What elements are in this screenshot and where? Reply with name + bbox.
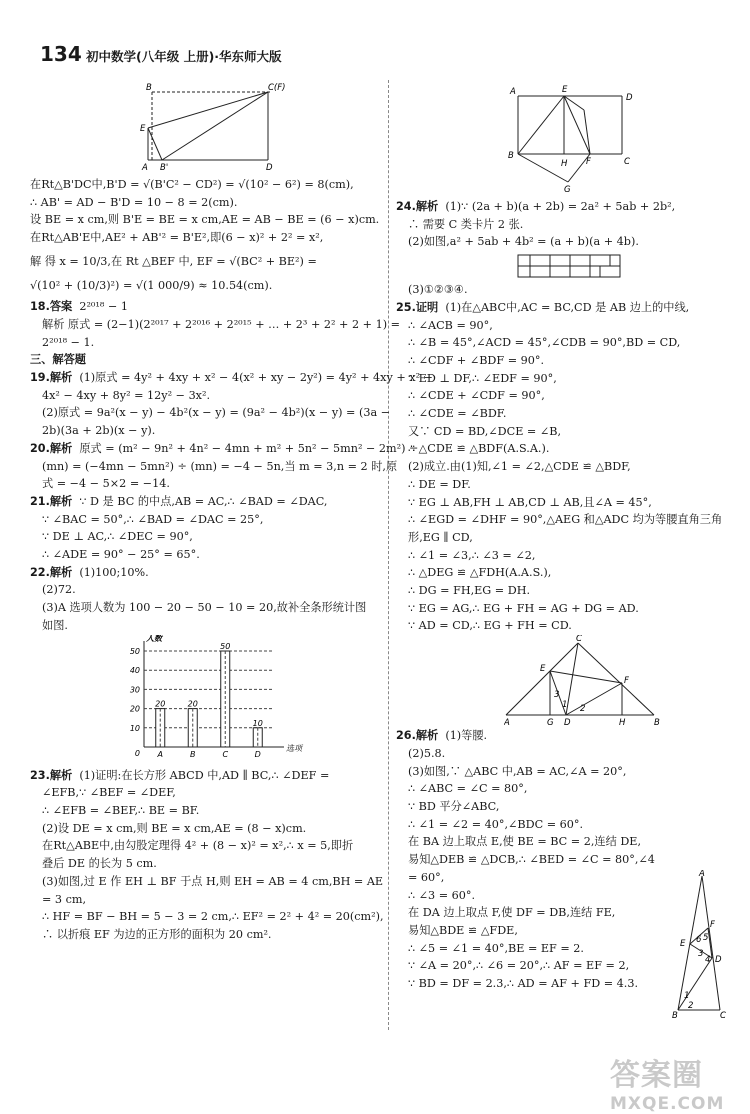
- text-line: 4x² − 4xy + 8y² = 12y² − 3x².: [42, 388, 211, 402]
- iso-angle-5: 5: [703, 933, 709, 943]
- q26-label: 26.解析: [396, 729, 439, 743]
- tri-label-H: H: [619, 718, 626, 728]
- bar-value-label: 50: [220, 641, 231, 651]
- book-title: 初中数学(八年级 上册)·华东师大版: [86, 49, 282, 64]
- bar-value-label: 20: [155, 699, 166, 709]
- y-tick-label: 50: [129, 646, 140, 656]
- text-line: ∵ BD 平分∠ABC,: [408, 799, 500, 813]
- fig1-label-B: B: [146, 83, 152, 93]
- iso-label-F: F: [710, 920, 715, 930]
- text-line: ∵ AD = CD,∴ EG + FH = CD.: [408, 619, 572, 633]
- text-line: (1)在△ABC中,AC = BC,CD 是 AB 边上的中线,: [445, 300, 690, 314]
- text-line: 又∵ CD = BD,∠DCE = ∠B,: [408, 424, 562, 438]
- bar-value-label: 20: [187, 699, 198, 709]
- text-line: ∴ ∠5 = ∠1 = 40°,BE = EF = 2.: [408, 941, 584, 955]
- text-line: 在Rt△B'DC中,B'D = √(B'C² − CD²) = √(10² − 6²) = 8(cm),: [30, 178, 354, 191]
- text-line: ∴ ∠1 = ∠3,∴ ∠3 = ∠2,: [408, 548, 536, 562]
- right-column: [396, 80, 736, 993]
- y-tick-label: 20: [129, 704, 140, 714]
- triangle-figure: [504, 635, 750, 727]
- q19-label: 19.解析: [30, 371, 73, 385]
- x-tick-label: D: [254, 749, 261, 759]
- text-line: (1)等腰.: [445, 729, 488, 743]
- tri-label-C: C: [576, 635, 582, 645]
- iso-angle-3: 3: [698, 949, 704, 959]
- tri-angle-2: 2: [580, 704, 586, 715]
- text-line: 解析 原式 = (2−1)(2²⁰¹⁷ + 2²⁰¹⁶ + 2²⁰¹⁵ + … + 2³ + 2² + 2 + 1) =: [42, 317, 400, 331]
- fold-label-A: A: [510, 87, 516, 97]
- text-line: ∴ ∠CDF + ∠BDF = 90°.: [408, 353, 545, 367]
- x-tick-label: C: [222, 749, 229, 759]
- text-line: ∴ 需要 C 类卡片 2 张.: [408, 217, 524, 231]
- text-line: ∴ DG = FH,EG = DH.: [408, 584, 531, 598]
- text-line: 在 BA 边上取点 E,使 BE = BC = 2,连结 DE,: [408, 835, 642, 849]
- text-line: = 60°,: [408, 870, 445, 884]
- text-line: 式 = −4 − 5×2 = −14.: [42, 477, 170, 491]
- tri-label-A: A: [504, 718, 510, 728]
- text-line: (1)100;10%.: [79, 565, 149, 579]
- watermark-line1: 答案圈: [610, 1058, 703, 1093]
- text-line: ∴ AB' = AD − B'D = 10 − 8 = 2(cm).: [30, 195, 238, 209]
- text-line: ∴ 以折痕 EF 为边的正方形的面积为 20 cm².: [42, 927, 272, 941]
- text-line: ∴ ∠ACB = 90°,: [408, 318, 493, 332]
- text-line: ∵ D 是 BC 的中点,AB = AC,∴ ∠BAD = ∠DAC,: [79, 494, 328, 508]
- q25-label: 25.证明: [396, 300, 439, 314]
- watermark-line2: MXQE.COM: [610, 1094, 725, 1114]
- q23-label: 23.解析: [30, 768, 73, 782]
- tri-label-B: B: [654, 718, 660, 728]
- text-line: (2)设 DE = x cm,则 BE = x cm,AE = (8 − x)cm.: [42, 821, 307, 835]
- text-line: (3)A 选项人数为 100 − 20 − 50 − 10 = 20,故补全条形统计图: [42, 601, 367, 615]
- text-line: ∴ ∠CDE + ∠CDF = 90°,: [408, 389, 545, 403]
- iso-label-A: A: [699, 870, 705, 879]
- text-line: ∴ ∠B = 45°,∠ACD = 45°,∠CDB = 90°,BD = CD,: [408, 336, 681, 350]
- text-line: 设 BE = x cm,则 B'E = BE = x cm,AE = AB − BE = (6 − x)cm.: [30, 213, 380, 227]
- iso-label-E: E: [680, 939, 686, 949]
- fold-label-G: G: [564, 185, 571, 195]
- section-heading: 三、解答题: [30, 353, 86, 367]
- iso-label-D: D: [715, 955, 722, 965]
- fold-figure: [506, 80, 750, 198]
- text-line: ∴ ∠EGD = ∠DHF = 90°,△AEG 和△ADC 均为等腰直角三角: [408, 513, 723, 527]
- text-line: ∴ ∠CDE = ∠BDF.: [408, 407, 507, 421]
- y-tick-label: 30: [129, 684, 140, 694]
- watermark: [610, 1050, 724, 1114]
- fold-label-F: F: [586, 157, 591, 167]
- fig1-label-E: E: [140, 124, 146, 134]
- text-line: 如图.: [42, 618, 68, 632]
- tri-label-G: G: [547, 718, 554, 728]
- text-line: 易知△BDE ≌ △FDE,: [408, 923, 518, 937]
- q21-label: 21.解析: [30, 494, 73, 508]
- text-line: ∵ ∠BAC = 50°,∴ ∠BAD = ∠DAC = 25°,: [42, 512, 264, 526]
- tri-label-F: F: [624, 676, 629, 687]
- tri-angle-1: 1: [562, 700, 568, 711]
- text-line: ∴ ∠1 = ∠2 = 40°,∠BDC = 60°.: [408, 817, 584, 831]
- x-tick-label: B: [190, 749, 196, 759]
- text-line: ∠EFB,∵ ∠BEF = ∠DEF,: [42, 786, 176, 800]
- text-line: 在 DA 边上取点 F,使 DF = DB,连结 FE,: [408, 906, 616, 920]
- text-line: (1)原式 = 4y² + 4xy + x² − 4(x² + xy − 2y²) = 4y² + 4xy + x² −: [79, 371, 433, 385]
- bar-value-label: 10: [252, 718, 263, 728]
- column-divider: [388, 80, 389, 1030]
- fold-label-B: B: [508, 151, 514, 161]
- text-line: ∴ △CDE ≌ △BDF(A.S.A.).: [408, 442, 550, 456]
- origin-label: 0: [134, 748, 140, 758]
- text-line: 在Rt△AB'E中,AE² + AB'² = B'E²,即(6 − x)² + 2² = x²,: [30, 231, 324, 245]
- iso-angle-2: 2: [688, 1001, 694, 1011]
- x-tick-label: A: [157, 749, 163, 759]
- text-line: (2)成立.由(1)知,∠1 = ∠2,△CDE ≌ △BDF,: [408, 460, 631, 474]
- tri-label-D: D: [564, 718, 571, 728]
- iso-label-B: B: [672, 1011, 678, 1020]
- text-line: (2)如图,a² + 5ab + 4b² = (a + b)(a + 4b).: [408, 235, 639, 249]
- text-line: (2)5.8.: [408, 746, 446, 760]
- q22-label: 22.解析: [30, 565, 73, 579]
- fig1-label-A: A: [142, 163, 148, 173]
- text-line: ∴ △DEG ≌ △FDH(A.A.S.),: [408, 566, 552, 580]
- fig1-label-Bp: B': [160, 163, 169, 173]
- fold-label-E: E: [562, 85, 568, 95]
- tri-label-E: E: [540, 664, 546, 675]
- text-line: √(10² + (10/3)²) = √(1 000/9) ≈ 10.54(cm).: [30, 278, 273, 292]
- text-line: 原式 = (m² − 9n² + 4n² − 4mn + m² + 5n² − 5mn² − 2m²) ÷: [79, 441, 419, 455]
- text-line: ∵ EG = AG,∴ EG + FH = AG + DG = AD.: [408, 601, 639, 615]
- x-axis-title: 选项: [286, 743, 302, 753]
- text-line: 易知△DEB ≌ △DCB,∴ ∠BED = ∠C = 80°,∠4: [408, 853, 655, 867]
- text-line: ∴ ∠ADE = 90° − 25° = 65°.: [42, 548, 200, 562]
- fold-label-C: C: [624, 157, 630, 167]
- text-line: ∵ ∠A = 20°,∴ ∠6 = 20°,∴ AF = EF = 2,: [408, 959, 630, 973]
- text-line: ∵ BD = DF = 2.3,∴ AD = AF + FD = 4.3.: [408, 977, 639, 991]
- text-line: 叠后 DE 的长为 5 cm.: [42, 857, 157, 871]
- q18-answer: 2²⁰¹⁸ − 1: [79, 300, 128, 314]
- fig1-label-D: D: [266, 163, 273, 173]
- iso-angle-1: 1: [684, 991, 690, 1001]
- y-tick-label: 10: [129, 723, 140, 733]
- page-header: [40, 40, 720, 70]
- y-tick-label: 40: [129, 665, 140, 675]
- text-line: ∵ EG ⊥ AB,FH ⊥ AB,CD ⊥ AB,且∠A = 45°,: [408, 495, 652, 509]
- fig1-label-CF: C(F): [268, 83, 286, 93]
- text-line: ∴ HF = BF − BH = 5 − 3 = 2 cm,∴ EF² = 2² + 4² = 20(cm²),: [42, 910, 384, 924]
- text-line: 2²⁰¹⁸ − 1.: [42, 335, 95, 349]
- text-line: 形,EG ∥ CD,: [408, 530, 473, 544]
- text-line: (3)如图,过 E 作 EH ⊥ BF 于点 H,则 EH = AB = 4 cm,BH = AE: [42, 874, 384, 888]
- iso-angle-4: 4: [705, 955, 711, 965]
- text-line: 解 得 x = 10/3,在 Rt △BEF 中, EF = √(BC² + BE²) =: [30, 254, 317, 268]
- text-line: (3)如图,∵ △ABC 中,AB = AC,∠A = 20°,: [408, 764, 627, 778]
- fold-label-H: H: [561, 159, 568, 169]
- text-line: ∴ DE = DF.: [408, 477, 471, 491]
- text-line: ∴ ∠ABC = ∠C = 80°,: [408, 782, 528, 796]
- text-line: 2b)(3a + 2b)(x − y).: [42, 424, 156, 438]
- text-line: ∵ ED ⊥ DF,∴ ∠EDF = 90°,: [408, 371, 557, 385]
- text-line: (mn) = (−4mn − 5mn²) ÷ (mn) = −4 − 5n,当 m = 3,n = 2 时,原: [42, 459, 398, 473]
- text-line: (1)∵ (2a + b)(a + 2b) = 2a² + 5ab + 2b²,: [445, 200, 676, 213]
- fold-label-D: D: [626, 93, 633, 103]
- text-line: 在Rt△ABE中,由勾股定理得 4² + (8 − x)² = x²,∴ x = 5,即折: [42, 839, 354, 853]
- page-number: 134: [40, 42, 82, 66]
- text-line: (1)证明:在长方形 ABCD 中,AD ∥ BC,∴ ∠DEF =: [79, 768, 330, 782]
- text-line: (3)①②③④.: [408, 283, 468, 297]
- iso-angle-6: 6: [696, 935, 702, 945]
- tri-angle-3: 3: [554, 690, 560, 701]
- text-line: ∵ DE ⊥ AC,∴ ∠DEC = 90°,: [42, 530, 193, 544]
- y-axis-title: 人数: [146, 634, 162, 643]
- text-line: ∴ ∠3 = 60°.: [408, 888, 476, 902]
- q20-label: 20.解析: [30, 441, 73, 455]
- q24-label: 24.解析: [396, 200, 439, 213]
- text-line: (2)原式 = 9a²(x − y) − 4b²(x − y) = (9a² − 4b²)(x − y) = (3a −: [42, 406, 391, 420]
- text-line: = 3 cm,: [42, 892, 87, 906]
- text-line: (2)72.: [42, 583, 76, 597]
- iso-label-C: C: [720, 1011, 726, 1020]
- q18-label: 18.答案: [30, 300, 73, 314]
- card-tiling-figure: [516, 253, 750, 281]
- isosceles-figure: [672, 870, 732, 1020]
- text-line: ∴ ∠EFB = ∠BEF,∴ BE = BF.: [42, 803, 200, 817]
